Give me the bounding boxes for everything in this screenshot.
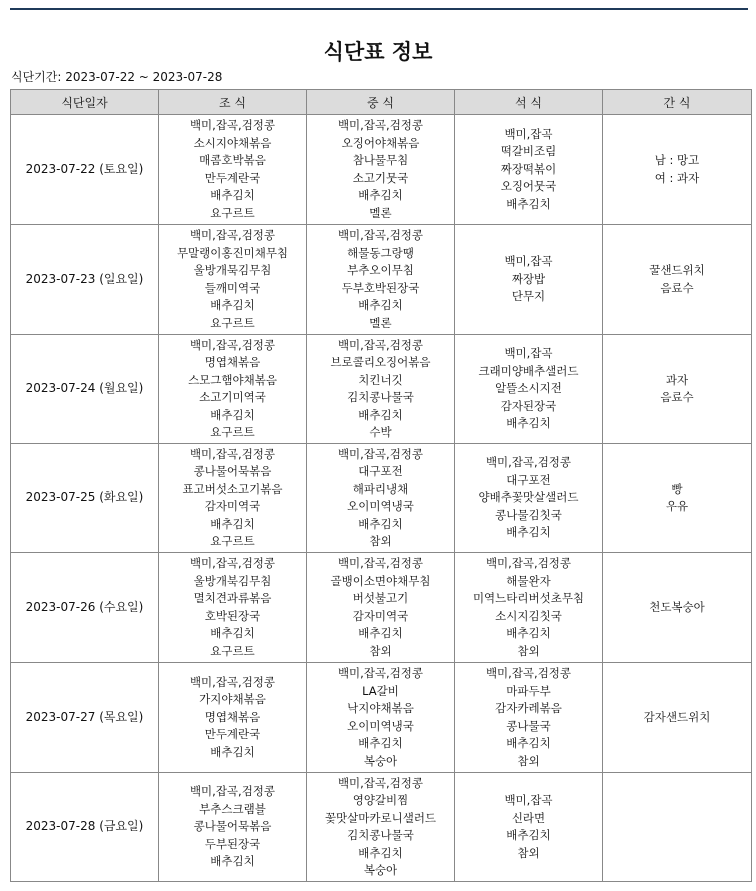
menu-item: 배추김치 (358, 736, 403, 750)
menu-item: 낙지야채볶음 (347, 701, 414, 715)
menu-item: 마파두부 (506, 683, 551, 698)
menu-item: 감자미역국 (352, 608, 409, 623)
menu-item: LA갈비 (362, 683, 399, 698)
menu-item: 남 : 망고 (654, 153, 700, 167)
lunch-cell (307, 225, 455, 335)
dinner-cell (455, 225, 603, 335)
menu-item: 명엽채볶음 (204, 709, 261, 724)
lunch-cell (307, 115, 455, 225)
menu-item: 울방개묵김무침 (193, 263, 272, 277)
snack-cell (603, 335, 752, 444)
menu-item: 오이미역냉국 (347, 718, 414, 733)
lunch-cell (307, 444, 455, 553)
table-row (11, 553, 752, 663)
menu-item: 백미,잡곡,검정콩 (337, 228, 424, 242)
dinner-cell (455, 773, 603, 882)
menu-item: 오이미역냉국 (347, 499, 414, 513)
menu-item: 요구르트 (210, 425, 255, 439)
menu-item: 짜장밥 (511, 271, 546, 286)
menu-item: 백미,잡곡,검정콩 (337, 337, 424, 352)
menu-item: 콩나물국 (506, 718, 551, 733)
menu-item: 가지야채볶음 (199, 692, 266, 707)
menu-item: 배추김치 (210, 626, 255, 640)
menu-item: 천도복숭아 (649, 599, 705, 614)
table-row (11, 115, 752, 225)
menu-item: 버섯불고기 (352, 591, 409, 605)
menu-item: 백미,잡곡,검정콩 (337, 446, 424, 461)
menu-item: 김치콩나물국 (347, 828, 414, 842)
menu-item: 과자 (665, 372, 689, 387)
menu-item: 미역느타리버섯초무침 (472, 591, 585, 605)
menu-item: 배추김치 (358, 626, 403, 640)
menu-item: 요구르트 (210, 643, 255, 658)
top-divider (10, 8, 748, 10)
menu-item: 배추김치 (506, 626, 551, 640)
dinner-cell (455, 335, 603, 444)
menu-item: 배추김치 (210, 516, 255, 531)
menu-item: 배추김치 (358, 188, 403, 202)
snack-cell (603, 553, 752, 663)
header-lunch: 중 식 (307, 90, 455, 115)
date-cell: 2023-07-22 (토요일) (11, 115, 159, 225)
breakfast-cell (159, 335, 307, 444)
menu-item: 신라면 (511, 810, 546, 825)
menu-item: 우유 (665, 499, 689, 513)
menu-item: 두부된장국 (204, 836, 261, 851)
lunch-cell (307, 553, 455, 663)
menu-item: 스모그햄야채볶음 (188, 372, 277, 387)
menu-item: 참외 (517, 643, 540, 658)
menu-item: 해파리냉채 (352, 481, 409, 496)
meal-period: 식단기간: 2023-07-22 ~ 2023-07-28 (11, 70, 223, 84)
menu-item: 부추스크램블 (199, 801, 266, 816)
menu-item: 백미,잡곡,검정콩 (337, 666, 424, 680)
page-title: 식단표 정보 (323, 40, 433, 64)
breakfast-cell (159, 444, 307, 553)
menu-item: 짜장떡볶이 (500, 161, 557, 176)
menu-item: 참나물무침 (352, 153, 409, 167)
menu-item: 빵 (671, 481, 683, 496)
menu-item: 표고버섯소고기볶음 (182, 481, 283, 496)
table-row (11, 335, 752, 444)
table-header-row (11, 90, 752, 115)
menu-item: 골뱅이소면야채무침 (330, 573, 431, 588)
menu-item: 복숭아 (363, 753, 398, 768)
menu-item: 요구르트 (210, 315, 255, 330)
menu-item: 배추김치 (358, 845, 403, 860)
menu-item: 참외 (369, 534, 392, 548)
menu-item: 두부호박된장국 (341, 280, 420, 295)
menu-item: 해물동그랑땡 (347, 245, 414, 260)
header-breakfast: 조 식 (159, 90, 307, 115)
menu-item: 백미,잡곡 (504, 793, 553, 807)
menu-item: 참외 (517, 753, 540, 768)
dinner-cell (455, 553, 603, 663)
breakfast-cell (159, 225, 307, 335)
breakfast-cell (159, 115, 307, 225)
header-dinner: 석 식 (455, 90, 603, 115)
menu-item: 요구르트 (210, 205, 255, 220)
menu-item: 백미,잡곡,검정콩 (485, 556, 572, 570)
menu-item: 크래미양배추샐러드 (478, 363, 579, 378)
menu-item: 백미,잡곡,검정콩 (189, 674, 276, 689)
menu-item: 배추김치 (210, 744, 255, 759)
menu-item: 음료수 (660, 280, 694, 295)
menu-item: 배추김치 (506, 736, 551, 750)
menu-item: 영양갈비찜 (352, 793, 409, 807)
menu-item: 배추김치 (506, 416, 551, 431)
menu-item: 떡갈비조림 (500, 144, 557, 159)
menu-item: 멸치견과류볶음 (193, 591, 272, 605)
table-row (11, 773, 752, 882)
menu-item: 울방개북김무침 (193, 573, 272, 588)
menu-item: 배추김치 (210, 188, 255, 202)
menu-item: 소시지야채볶음 (193, 135, 272, 150)
menu-item: 양배추꽃맛살샐러드 (478, 490, 579, 505)
table-row (11, 444, 752, 553)
menu-item: 해물완자 (506, 573, 551, 588)
lunch-cell (307, 335, 455, 444)
menu-item: 호박된장국 (204, 608, 261, 623)
menu-item: 백미,잡곡,검정콩 (189, 446, 276, 461)
breakfast-cell (159, 663, 307, 773)
menu-item: 김치콩나물국 (347, 390, 414, 404)
menu-item: 백미,잡곡,검정콩 (337, 118, 424, 132)
menu-item: 백미,잡곡,검정콩 (189, 118, 276, 132)
menu-item: 배추김치 (358, 407, 403, 422)
menu-item: 소고기미역국 (199, 390, 266, 404)
breakfast-cell (159, 553, 307, 663)
menu-item: 치킨너깃 (358, 372, 403, 387)
menu-item: 백미,잡곡,검정콩 (189, 556, 276, 570)
menu-item: 백미,잡곡,검정콩 (337, 556, 424, 570)
menu-item: 부추오이무침 (347, 263, 414, 277)
snack-cell (603, 225, 752, 335)
menu-item: 배추김치 (506, 196, 551, 211)
menu-item: 참외 (369, 643, 392, 658)
menu-item: 브로콜리오징어볶음 (330, 355, 431, 369)
menu-item: 복숭아 (363, 863, 398, 877)
dinner-cell (455, 444, 603, 553)
menu-item: 백미,잡곡 (504, 126, 553, 141)
menu-item: 백미,잡곡 (504, 346, 553, 361)
menu-item: 백미,잡곡,검정콩 (485, 666, 572, 680)
snack-cell (603, 115, 752, 225)
date-cell: 2023-07-25 (화요일) (11, 444, 159, 553)
menu-item: 요구르트 (210, 534, 255, 548)
menu-item: 만두계란국 (204, 727, 261, 742)
header-snack: 간 식 (603, 90, 752, 115)
dinner-cell (455, 115, 603, 225)
menu-item: 배추김치 (210, 854, 255, 869)
menu-item: 수박 (369, 425, 392, 439)
table-row (11, 663, 752, 773)
menu-item: 명엽채볶음 (204, 355, 261, 369)
menu-item: 백미,잡곡,검정콩 (485, 455, 572, 470)
lunch-cell (307, 663, 455, 773)
menu-item: 콩나물김칫국 (495, 507, 562, 522)
date-cell: 2023-07-26 (수요일) (11, 553, 159, 663)
menu-item: 콩나물어묵볶음 (193, 464, 272, 478)
menu-item: 감자샌드위치 (643, 709, 711, 724)
breakfast-cell (159, 773, 307, 882)
snack-cell (603, 444, 752, 553)
meal-table (10, 89, 752, 882)
menu-item: 콩나물어묵볶음 (193, 819, 272, 834)
menu-item: 들깨미역국 (204, 280, 261, 295)
menu-item: 백미,잡곡 (504, 254, 553, 269)
lunch-cell (307, 773, 455, 882)
menu-item: 여 : 과자 (654, 170, 700, 185)
menu-item: 멜론 (369, 205, 392, 220)
menu-item: 소시지김칫국 (495, 608, 562, 623)
menu-item: 백미,잡곡,검정콩 (189, 337, 276, 352)
dinner-cell (455, 663, 603, 773)
menu-item: 감자된장국 (500, 398, 557, 413)
menu-item: 만두계란국 (204, 170, 261, 185)
menu-item: 백미,잡곡,검정콩 (189, 228, 276, 242)
menu-item: 알뜰소시지전 (495, 381, 562, 396)
menu-item: 멜론 (369, 315, 392, 330)
menu-item: 배추김치 (210, 407, 255, 422)
menu-item: 배추김치 (358, 298, 403, 312)
menu-item: 오징어뭇국 (500, 179, 557, 194)
date-cell: 2023-07-27 (목요일) (11, 663, 159, 773)
menu-item: 감자카레볶음 (495, 701, 562, 715)
menu-item: 배추김치 (506, 828, 551, 842)
menu-item: 배추김치 (358, 516, 403, 531)
menu-item: 백미,잡곡,검정콩 (189, 784, 276, 799)
menu-item: 꿀샌드위치 (649, 263, 705, 277)
menu-item: 무말랭이홍진미채무침 (176, 245, 289, 260)
menu-item: 단무지 (511, 289, 546, 304)
date-cell: 2023-07-23 (일요일) (11, 225, 159, 335)
menu-item: 배추김치 (506, 525, 551, 540)
header-date: 식단일자 (11, 90, 159, 115)
menu-item: 배추김치 (210, 298, 255, 312)
menu-item: 대구포전 (358, 464, 403, 478)
menu-item: 매콤호박볶음 (199, 153, 266, 167)
table-row (11, 225, 752, 335)
menu-item: 소고기뭇국 (352, 170, 409, 185)
date-cell: 2023-07-24 (월요일) (11, 335, 159, 444)
menu-item: 참외 (517, 845, 540, 860)
menu-item: 음료수 (660, 390, 694, 404)
menu-item: 감자미역국 (204, 499, 261, 513)
menu-item: 대구포전 (506, 472, 551, 487)
snack-cell (603, 663, 752, 773)
menu-item: 백미,잡곡,검정콩 (337, 775, 424, 790)
menu-item: 오징어야채볶음 (341, 135, 420, 150)
menu-item: 꽃맛살마카로니샐러드 (324, 810, 437, 825)
date-cell: 2023-07-28 (금요일) (11, 773, 159, 882)
snack-cell (603, 773, 752, 882)
